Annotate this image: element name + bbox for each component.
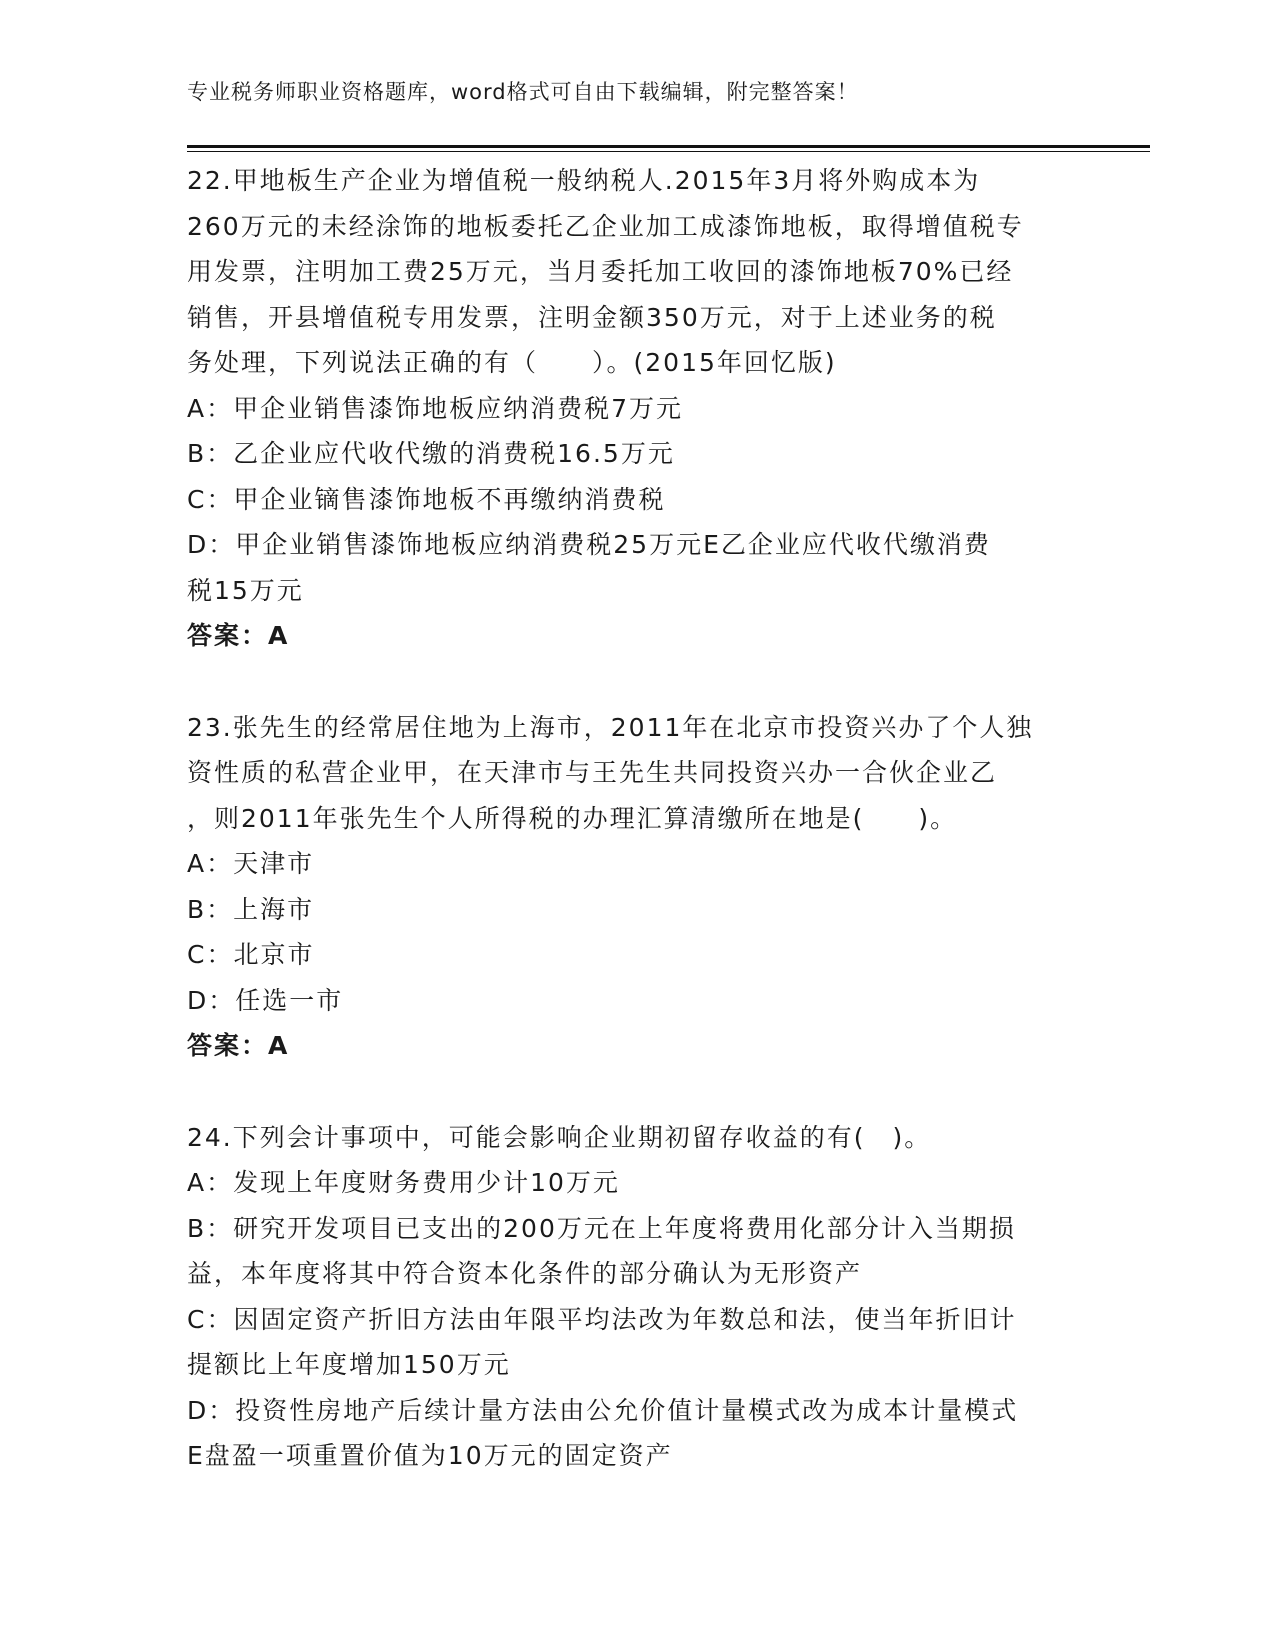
option-a: A：天津市 [187,849,315,878]
page-header: 专业税务师职业资格题库，word格式可自由下载编辑，附完整答案！ [187,80,859,104]
header-divider-thin [187,151,1150,152]
question-stem-line: 24.下列会计事项中，可能会影响企业期初留存收益的有( )。 [187,1122,932,1152]
question-stem-line: 务处理，下列说法正确的有（ ）。(2015年回忆版) [187,348,837,377]
option-c: C：北京市 [187,940,315,969]
option-b-continued: 益，本年度将其中符合资本化条件的部分确认为无形资产 [187,1259,863,1288]
header-divider-thick [187,145,1150,148]
option-e: E盘盈一项重置价值为10万元的固定资产 [187,1441,673,1470]
option-d: D：任选一市 [187,985,344,1015]
option-d: D：投资性房地产后续计量方法由公允价值计量模式改为成本计量模式 [187,1395,1019,1425]
option-b: B：上海市 [187,894,315,924]
option-c: C：因固定资产折旧方法由年限平均法改为年数总和法，使当年折旧计 [187,1304,1017,1334]
question-stem-line: 22.甲地板生产企业为增值税一般纳税人.2015年3月将外购成本为 [187,166,981,195]
option-a: A：发现上年度财务费用少计10万元 [187,1168,620,1197]
option-d-continued: 税15万元 [187,575,304,605]
answer-line: 答案：A [187,621,290,650]
question-stem-line: 资性质的私营企业甲，在天津市与王先生共同投资兴办一合伙企业乙 [187,758,998,787]
question-stem-line: ，则2011年张先生个人所得税的办理汇算清缴所在地是( )。 [187,803,958,833]
question-stem-line: 用发票，注明加工费25万元，当月委托加工收回的漆饰地板70%已经 [187,257,1014,286]
option-b: B：研究开发项目已支出的200万元在上年度将费用化部分计入当期损 [187,1213,1016,1243]
question-stem-line: 销售，开县增值税专用发票，注明金额350万元，对于上述业务的税 [187,302,997,332]
option-d: D：甲企业销售漆饰地板应纳消费税25万元E乙企业应代收代缴消费 [187,530,991,559]
question-stem-line: 23.张先生的经常居住地为上海市，2011年在北京市投资兴办了个人独 [187,712,1034,742]
option-b: B：乙企业应代收代缴的消费税16.5万元 [187,439,675,468]
question-23 [187,705,1087,1069]
question-list [187,158,1087,1479]
question-stem-line: 260万元的未经涂饰的地板委托乙企业加工成漆饰地板，取得增值税专 [187,211,1024,241]
option-c-continued: 提额比上年度增加150万元 [187,1350,511,1379]
question-24 [187,1115,1087,1479]
question-22 [187,158,1087,659]
option-c: C：甲企业镝售漆饰地板不再缴纳消费税 [187,484,666,514]
answer-line: 答案：A [187,1031,290,1060]
option-a: A：甲企业销售漆饰地板应纳消费税7万元 [187,393,684,423]
